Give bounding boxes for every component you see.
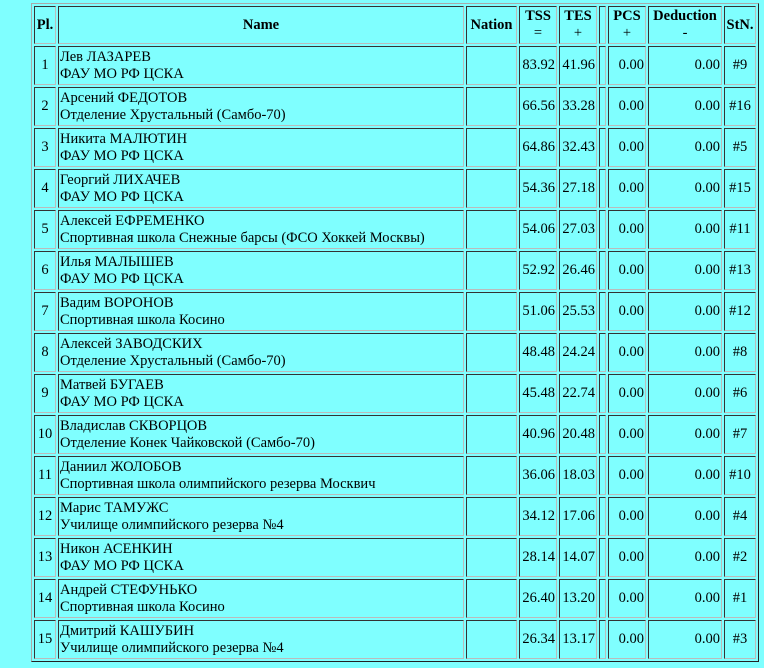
tss-cell: 26.40 (519, 579, 557, 618)
place-cell: 15 (34, 620, 56, 659)
skater-name: Дмитрий КАШУБИН (60, 622, 195, 639)
nation-cell (466, 374, 517, 413)
skater-club: ФАУ МО РФ ЦСКА (60, 393, 184, 410)
tes-cell: 17.06 (559, 497, 597, 536)
spacer-cell (599, 169, 606, 208)
skater-cell (58, 333, 464, 372)
header-tes: TES + (559, 6, 597, 44)
header-deduction: Deduction - (648, 6, 722, 44)
table-row (34, 497, 756, 536)
tes-cell: 41.96 (559, 46, 597, 85)
pcs-cell: 0.00 (608, 374, 646, 413)
start-number-cell: #13 (724, 251, 756, 290)
skater-club: Спортивная школа Косино (60, 311, 225, 328)
header-start-number: StN. (724, 6, 756, 44)
deduction-cell: 0.00 (648, 374, 722, 413)
header-deduction-operator: - (682, 25, 688, 41)
nation-cell (466, 128, 517, 167)
nation-cell (466, 456, 517, 495)
place-cell: 3 (34, 128, 56, 167)
tss-cell: 64.86 (519, 128, 557, 167)
tss-cell: 54.36 (519, 169, 557, 208)
skater-name: Илья МАЛЫШЕВ (60, 253, 174, 270)
tes-cell: 32.43 (559, 128, 597, 167)
deduction-cell: 0.00 (648, 456, 722, 495)
tes-cell: 22.74 (559, 374, 597, 413)
tes-cell: 25.53 (559, 292, 597, 331)
skater-club: Училище олимпийского резерва №4 (60, 639, 284, 656)
table-row (34, 292, 756, 331)
skater-cell (58, 87, 464, 126)
header-place: Pl. (34, 6, 56, 44)
skater-cell (58, 415, 464, 454)
nation-cell (466, 538, 517, 577)
spacer-cell (599, 128, 606, 167)
table-row (34, 374, 756, 413)
skater-cell (58, 210, 464, 249)
header-tes-operator: + (573, 25, 583, 41)
tes-cell: 27.18 (559, 169, 597, 208)
tss-cell: 83.92 (519, 46, 557, 85)
tss-cell: 54.06 (519, 210, 557, 249)
nation-cell (466, 46, 517, 85)
deduction-cell: 0.00 (648, 210, 722, 249)
place-cell: 11 (34, 456, 56, 495)
pcs-cell: 0.00 (608, 415, 646, 454)
skater-name: Георгий ЛИХАЧЕВ (60, 171, 181, 188)
tes-cell: 13.20 (559, 579, 597, 618)
deduction-cell: 0.00 (648, 333, 722, 372)
tss-cell: 28.14 (519, 538, 557, 577)
tes-cell: 26.46 (559, 251, 597, 290)
pcs-cell: 0.00 (608, 46, 646, 85)
skater-name: Андрей СТЕФУНЬКО (60, 581, 198, 598)
tes-cell: 20.48 (559, 415, 597, 454)
spacer-cell (599, 251, 606, 290)
start-number-cell: #2 (724, 538, 756, 577)
pcs-cell: 0.00 (608, 579, 646, 618)
nation-cell (466, 415, 517, 454)
place-cell: 13 (34, 538, 56, 577)
place-cell: 4 (34, 169, 56, 208)
pcs-cell: 0.00 (608, 292, 646, 331)
deduction-cell: 0.00 (648, 620, 722, 659)
skater-club: Отделение Хрустальный (Самбо-70) (60, 106, 286, 123)
tes-cell: 13.17 (559, 620, 597, 659)
skater-name: Матвей БУГАЕВ (60, 376, 164, 393)
start-number-cell: #5 (724, 128, 756, 167)
table-row (34, 46, 756, 85)
tss-cell: 48.48 (519, 333, 557, 372)
skater-club: Отделение Хрустальный (Самбо-70) (60, 352, 286, 369)
place-cell: 6 (34, 251, 56, 290)
nation-cell (466, 620, 517, 659)
pcs-cell: 0.00 (608, 251, 646, 290)
table-row (34, 538, 756, 577)
table-row (34, 415, 756, 454)
skater-name: Марис ТАМУЖС (60, 499, 169, 516)
tss-cell: 52.92 (519, 251, 557, 290)
table-row (34, 620, 756, 659)
nation-cell (466, 497, 517, 536)
skater-cell (58, 579, 464, 618)
header-pcs: PCS + (608, 6, 646, 44)
place-cell: 8 (34, 333, 56, 372)
nation-cell (466, 210, 517, 249)
spacer-cell (599, 620, 606, 659)
skater-cell (58, 251, 464, 290)
spacer-cell (599, 210, 606, 249)
pcs-cell: 0.00 (608, 538, 646, 577)
deduction-cell: 0.00 (648, 169, 722, 208)
nation-cell (466, 292, 517, 331)
deduction-cell: 0.00 (648, 415, 722, 454)
start-number-cell: #7 (724, 415, 756, 454)
place-cell: 12 (34, 497, 56, 536)
nation-cell (466, 169, 517, 208)
table-row (34, 333, 756, 372)
spacer-cell (599, 497, 606, 536)
pcs-cell: 0.00 (608, 497, 646, 536)
header-tss-operator: = (533, 25, 543, 41)
skater-name: Никон АСЕНКИН (60, 540, 173, 557)
pcs-cell: 0.00 (608, 210, 646, 249)
start-number-cell: #4 (724, 497, 756, 536)
skater-name: Владислав СКВОРЦОВ (60, 417, 208, 434)
header-tss: TSS = (519, 6, 557, 44)
skater-cell (58, 538, 464, 577)
start-number-cell: #12 (724, 292, 756, 331)
results-table (31, 3, 759, 662)
pcs-cell: 0.00 (608, 128, 646, 167)
place-cell: 5 (34, 210, 56, 249)
skater-cell (58, 620, 464, 659)
table-row (34, 128, 756, 167)
start-number-cell: #10 (724, 456, 756, 495)
skater-club: ФАУ МО РФ ЦСКА (60, 147, 184, 164)
tss-cell: 66.56 (519, 87, 557, 126)
spacer-cell (599, 292, 606, 331)
start-number-cell: #1 (724, 579, 756, 618)
skater-club: Спортивная школа олимпийского резерва Москвич (60, 475, 376, 492)
tss-cell: 26.34 (519, 620, 557, 659)
start-number-cell: #11 (724, 210, 756, 249)
start-number-cell: #9 (724, 46, 756, 85)
tes-cell: 18.03 (559, 456, 597, 495)
skater-name: Лев ЛАЗАРЕВ (60, 48, 151, 65)
place-cell: 14 (34, 579, 56, 618)
tss-cell: 34.12 (519, 497, 557, 536)
tss-cell: 40.96 (519, 415, 557, 454)
table-row (34, 169, 756, 208)
header-name: Name (58, 6, 464, 44)
spacer-cell (599, 46, 606, 85)
deduction-cell: 0.00 (648, 46, 722, 85)
skater-club: Отделение Конек Чайковской (Самбо-70) (60, 434, 315, 451)
tss-cell: 36.06 (519, 456, 557, 495)
results-body (34, 46, 756, 659)
pcs-cell: 0.00 (608, 456, 646, 495)
skater-club: Спортивная школа Снежные барсы (ФСО Хоккей Москвы) (60, 229, 425, 246)
start-number-cell: #16 (724, 87, 756, 126)
nation-cell (466, 251, 517, 290)
skater-name: Алексей ЕФРЕМЕНКО (60, 212, 205, 229)
header-spacer (599, 6, 606, 44)
skater-cell (58, 169, 464, 208)
skater-club: Спортивная школа Косино (60, 598, 225, 615)
skater-cell (58, 128, 464, 167)
skater-name: Арсений ФЕДОТОВ (60, 89, 188, 106)
skater-club: ФАУ МО РФ ЦСКА (60, 557, 184, 574)
nation-cell (466, 87, 517, 126)
skater-cell (58, 46, 464, 85)
skater-name: Алексей ЗАВОДСКИХ (60, 335, 203, 352)
start-number-cell: #3 (724, 620, 756, 659)
table-row (34, 210, 756, 249)
deduction-cell: 0.00 (648, 538, 722, 577)
tes-cell: 14.07 (559, 538, 597, 577)
start-number-cell: #8 (724, 333, 756, 372)
start-number-cell: #6 (724, 374, 756, 413)
spacer-cell (599, 579, 606, 618)
skater-cell (58, 374, 464, 413)
spacer-cell (599, 456, 606, 495)
pcs-cell: 0.00 (608, 87, 646, 126)
skater-club: Училище олимпийского резерва №4 (60, 516, 284, 533)
skater-club: ФАУ МО РФ ЦСКА (60, 65, 184, 82)
spacer-cell (599, 87, 606, 126)
header-nation: Nation (466, 6, 517, 44)
deduction-cell: 0.00 (648, 87, 722, 126)
table-row (34, 579, 756, 618)
table-row (34, 251, 756, 290)
tss-cell: 51.06 (519, 292, 557, 331)
skater-cell (58, 497, 464, 536)
tss-cell: 45.48 (519, 374, 557, 413)
skater-name: Никита МАЛЮТИН (60, 130, 188, 147)
start-number-cell: #15 (724, 169, 756, 208)
skater-club: ФАУ МО РФ ЦСКА (60, 270, 184, 287)
deduction-cell: 0.00 (648, 497, 722, 536)
place-cell: 7 (34, 292, 56, 331)
place-cell: 9 (34, 374, 56, 413)
spacer-cell (599, 415, 606, 454)
deduction-cell: 0.00 (648, 292, 722, 331)
deduction-cell: 0.00 (648, 251, 722, 290)
table-row (34, 456, 756, 495)
spacer-cell (599, 538, 606, 577)
nation-cell (466, 333, 517, 372)
header-row (34, 6, 756, 44)
tes-cell: 24.24 (559, 333, 597, 372)
tes-cell: 33.28 (559, 87, 597, 126)
spacer-cell (599, 333, 606, 372)
skater-cell (58, 456, 464, 495)
spacer-cell (599, 374, 606, 413)
skater-cell (58, 292, 464, 331)
pcs-cell: 0.00 (608, 333, 646, 372)
place-cell: 10 (34, 415, 56, 454)
place-cell: 2 (34, 87, 56, 126)
skater-name: Даниил ЖОЛОБОВ (60, 458, 182, 475)
nation-cell (466, 579, 517, 618)
skater-club: ФАУ МО РФ ЦСКА (60, 188, 184, 205)
skater-name: Вадим ВОРОНОВ (60, 294, 174, 311)
pcs-cell: 0.00 (608, 169, 646, 208)
place-cell: 1 (34, 46, 56, 85)
tes-cell: 27.03 (559, 210, 597, 249)
header-pcs-operator: + (622, 25, 632, 41)
pcs-cell: 0.00 (608, 620, 646, 659)
table-row (34, 87, 756, 126)
deduction-cell: 0.00 (648, 579, 722, 618)
deduction-cell: 0.00 (648, 128, 722, 167)
